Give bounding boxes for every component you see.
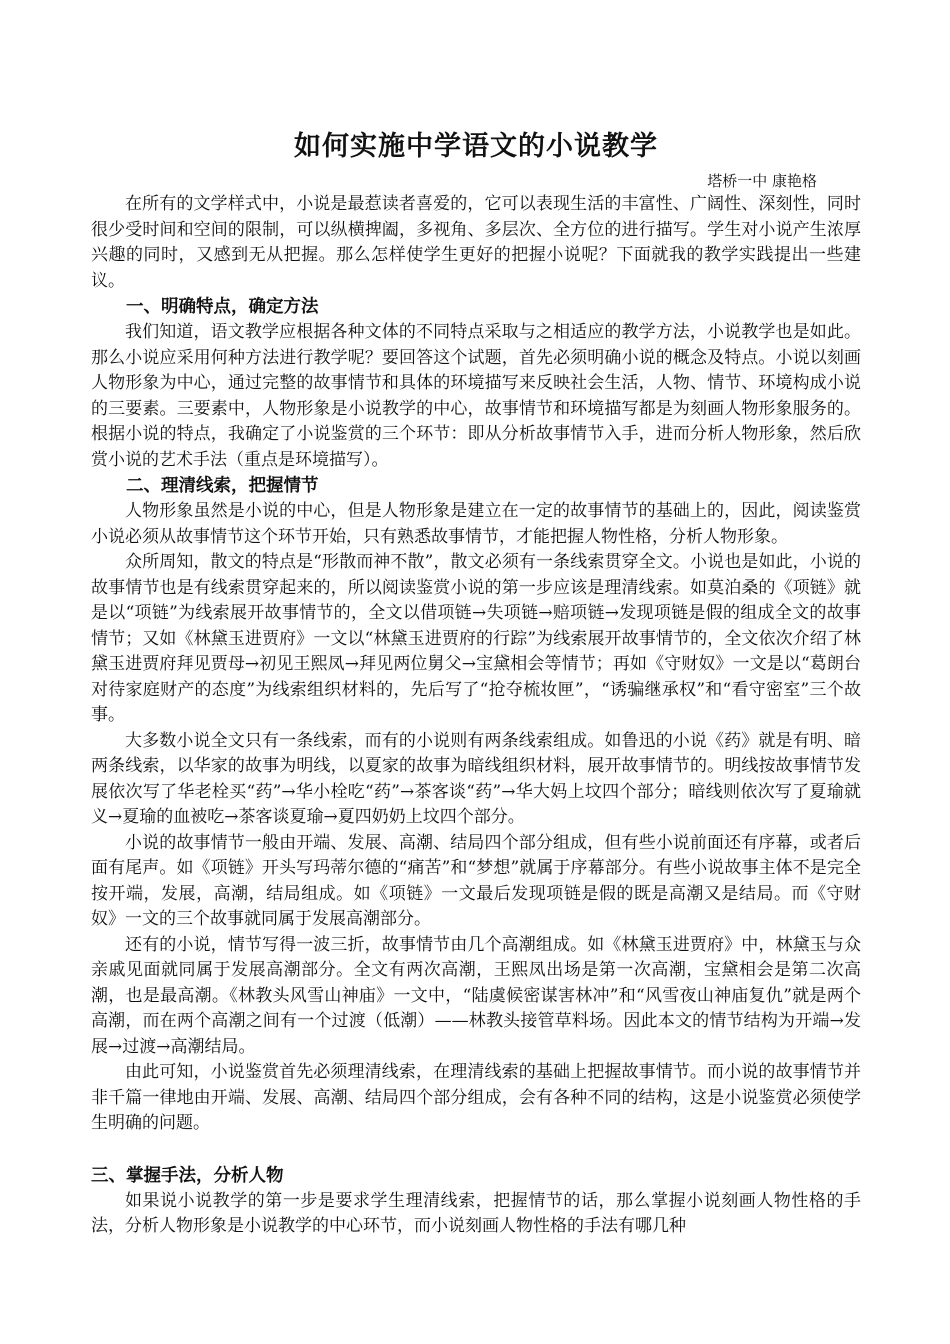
author-line: 塔桥一中 康艳格 xyxy=(707,172,817,190)
section-2-heading: 二、理清线索，把握情节 xyxy=(126,476,319,496)
section-1-heading: 一、明确特点，确定方法 xyxy=(126,297,319,317)
section-2-paragraph-6: 由此可知，小说鉴赏首先必须理清线索，在理清线索的基础上把握故事情节。而小说的故事情节并非千篇一律地由开端、发展、高潮、结局四个部分组成，会有各种不同的结构，这是小说鉴赏必须使学生明确的问题。 xyxy=(91,1062,861,1133)
section-3-paragraph-1: 如果说小说教学的第一步是要求学生理清线索，把握情节的话，那么掌握小说刻画人物性格的手法，分析人物形象是小说教学的中心环节，而小说刻画人物性格的手法有哪几种 xyxy=(91,1190,861,1236)
section-2-paragraph-2: 众所周知，散文的特点是“形散而神不散”，散文必须有一条线索贯穿全文。小说也是如此，小说的故事情节也是有线索贯穿起来的，所以阅读鉴赏小说的第一步应该是理清线索。如莫泊桑的《项链》就是以“项链”为线索展开故事情节的，全文以借项链→失项链→赔项链→发现项链是假的组成全文的故事情节；又如《林黛玉进贾府》一文以“林黛玉进贾府的行踪”为线索展开故事情节的，全文依次介绍了林黛玉进贾府拜见贾母→初见王熙凤→拜见两位舅父→宝黛相会等情节；再如《守财奴》一文是以“葛朗台对待家庭财产的态度”为线索组织材料的，先后写了“抢夺梳妆匣”，“诱骗继承权”和“看守密室”三个故事。 xyxy=(91,552,861,725)
section-1-paragraph-1: 我们知道，语文教学应根据各种文体的不同特点采取与之相适应的教学方法，小说教学也是如此。那么小说应采用何种方法进行教学呢？要回答这个试题，首先必须明确小说的概念及特点。小说以刻画人物形象为中心，通过完整的故事情节和具体的环境描写来反映社会生活，人物、情节、环境构成小说的三要素。三要素中，人物形象是小说教学的中心，故事情节和环境描写都是为刻画人物形象服务的。根据小说的特点，我确定了小说鉴赏的三个环节：即从分析故事情节入手，进而分析人物形象，然后欣赏小说的艺术手法（重点是环境描写）。 xyxy=(91,322,861,470)
document-title: 如何实施中学语文的小说教学 xyxy=(294,131,658,162)
section-2-paragraph-5: 还有的小说，情节写得一波三折，故事情节由几个高潮组成。如《林黛玉进贾府》中，林黛玉与众亲戚见面就同属于发展高潮部分。全文有两次高潮，王熙凤出场是第一次高潮，宝黛相会是第二次高潮，也是最高潮。《林教头风雪山神庙》一文中，“陆虞候密谋害林冲”和“风雪夜山神庙复仇”就是两个高潮，而在两个高潮之间有一个过渡（低潮）——林教头接管草料场。因此本文的情节结构为开端→发展→过渡→高潮结局。 xyxy=(91,934,861,1057)
section-3-heading: 三、掌握手法，分析人物 xyxy=(91,1165,284,1186)
section-2-paragraph-4: 小说的故事情节一般由开端、发展、高潮、结局四个部分组成，但有些小说前面还有序幕，或者后面有尾声。如《项链》开头写玛蒂尔德的“痛苦”和“梦想”就属于序幕部分。有些小说故事主体不是完全按开端，发展，高潮，结局组成。如《项链》一文最后发现项链是假的既是高潮又是结局。而《守财奴》一文的三个故事就同属于发展高潮部分。 xyxy=(91,832,861,929)
section-2-paragraph-3: 大多数小说全文只有一条线索，而有的小说则有两条线索组成。如鲁迅的小说《药》就是有明、暗两条线索，以华家的故事为明线，以夏家的故事为暗线组织材料，展开故事情节的。明线按故事情节发展依次写了华老栓买“药”→华小栓吃“药”→茶客谈“药”→华大妈上坟四个部分；暗线则依次写了夏瑜就义→夏瑜的血被吃→茶客谈夏瑜→夏四奶奶上坟四个部分。 xyxy=(91,730,861,827)
document-page xyxy=(91,128,861,1240)
intro-paragraph: 在所有的文学样式中，小说是最惹读者喜爱的，它可以表现生活的丰富性、广阔性、深刻性，同时很少受时间和空间的限制，可以纵横捭阖，多视角、多层次、全方位的进行描写。学生对小说产生浓厚兴趣的同时，又感到无从把握。那么怎样使学生更好的把握小说呢？下面就我的教学实践提出一些建议。 xyxy=(91,194,861,291)
section-2-paragraph-1: 人物形象虽然是小说的中心，但是人物形象是建立在一定的故事情节的基础上的，因此，阅读鉴赏小说必须从故事情节这个环节开始，只有熟悉故事情节，才能把握人物性格，分析人物形象。 xyxy=(91,501,861,547)
